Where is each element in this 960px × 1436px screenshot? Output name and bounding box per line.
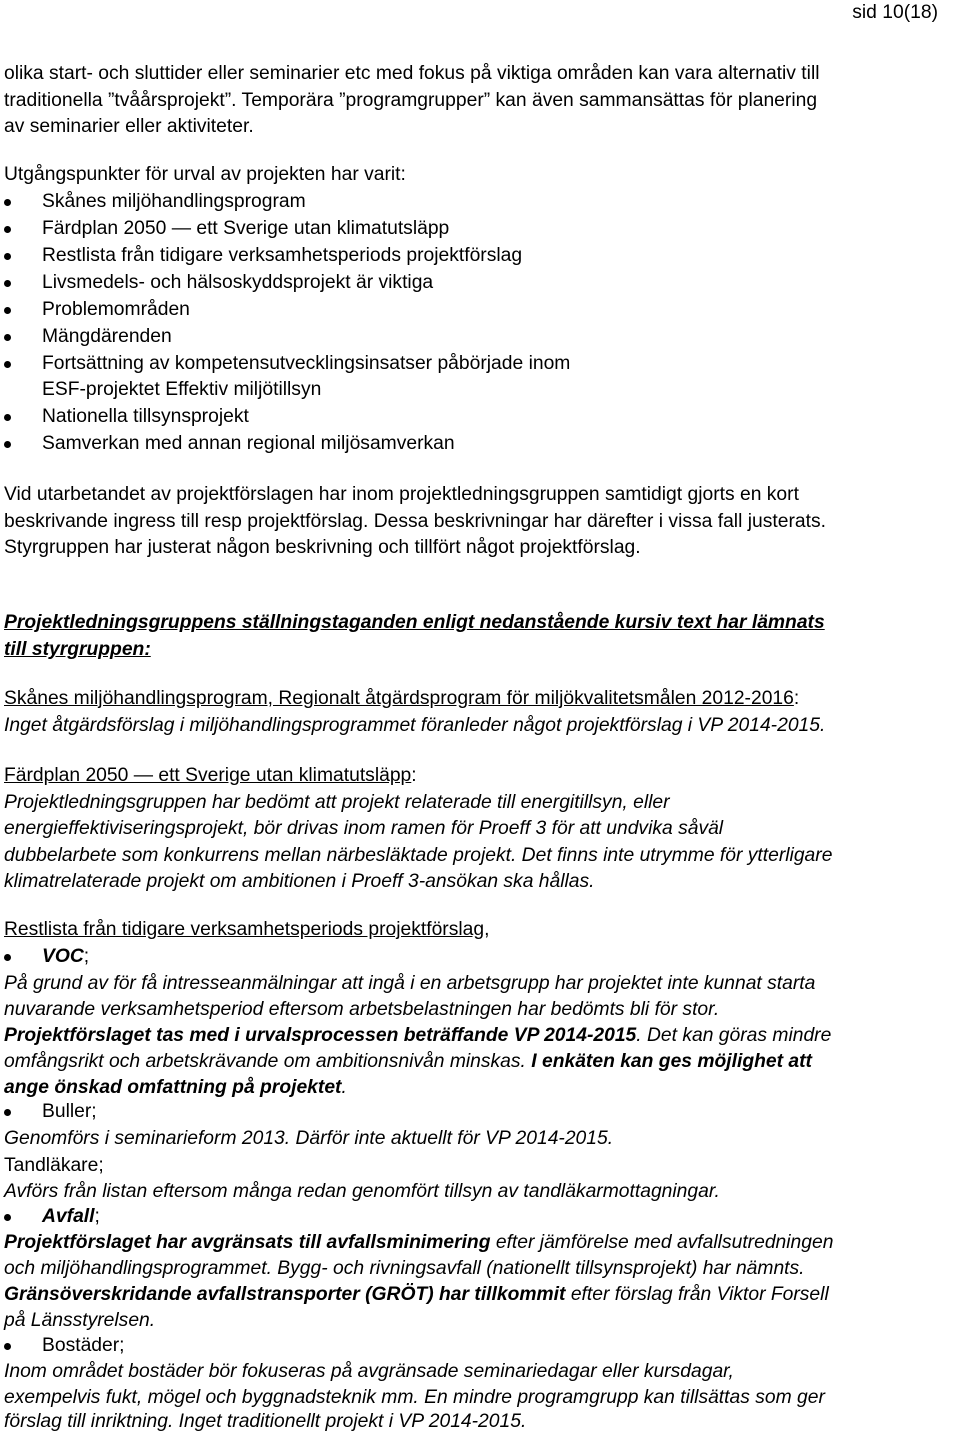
process-line: beskrivande ingress till resp projektförslag. Dessa beskrivningar har därefter i vissa fall justerats.: [4, 511, 826, 532]
intro-line: av seminarier eller aktiviteter.: [4, 116, 254, 137]
voc-label: VOC;: [42, 946, 90, 967]
avfall-text: Projektförslaget har avgränsats till avfallsminimering efter jämförelse med avfallsutredningen: [4, 1232, 834, 1253]
criteria-item: Skånes miljöhandlingsprogram: [42, 191, 306, 212]
bullet-icon: [4, 1343, 11, 1350]
buller-text: Genomförs i seminarieform 2013. Därför inte aktuellt för VP 2014-2015.: [4, 1128, 614, 1149]
avfall-text: på Länsstyrelsen.: [4, 1310, 156, 1331]
bullet-icon: [4, 1214, 11, 1221]
bullet-icon: [4, 253, 11, 260]
bostader-text: exempelvis fukt, mögel och byggnadsteknik mm. En mindre programgrupp kan tillsättas som ger: [4, 1387, 825, 1408]
fardplan-text: klimatrelaterade projekt om ambitionen i Proeff 3-ansökan ska hållas.: [4, 871, 595, 892]
process-line: Styrgruppen har justerat någon beskrivning och tillfört något projektförslag.: [4, 537, 641, 558]
bostader-text: förslag till inriktning. Inget traditionellt projekt i VP 2014-2015.: [4, 1411, 527, 1432]
bostader-text: Inom området bostäder bör fokuseras på avgränsade seminariedagar eller kursdagar,: [4, 1361, 734, 1382]
process-line: Vid utarbetandet av projektförslagen har inom projektledningsgruppen samtidigt gjorts en kort: [4, 484, 799, 505]
skane-title: Skånes miljöhandlingsprogram, Regionalt åtgärdsprogram för miljökvalitetsmålen 2012-2016:: [4, 688, 800, 709]
criteria-item: Färdplan 2050 — ett Sverige utan klimatutsläpp: [42, 218, 450, 239]
fardplan-title: Färdplan 2050 — ett Sverige utan klimatutsläpp:: [4, 765, 417, 786]
bullet-icon: [4, 954, 11, 961]
voc-decision: ange önskad omfattning på projektet.: [4, 1077, 347, 1098]
criteria-heading: Utgångspunkter för urval av projekten har varit:: [4, 164, 406, 185]
voc-text: nuvarande verksamhetsperiod eftersom arbetsbelastningen har bedömts bli för stor.: [4, 999, 720, 1020]
criteria-item: Fortsättning av kompetensutvecklingsinsatser påbörjade inom: [42, 353, 571, 374]
fardplan-text: dubbelarbete som konkurrens mellan närbesläktade projekt. Det finns inte utrymme för ytterligare: [4, 845, 833, 866]
avfall-text: Gränsöverskridande avfallstransporter (GRÖT) har tillkommit efter förslag från Viktor Forsell: [4, 1284, 829, 1305]
avfall-text: och miljöhandlingsprogrammet. Bygg- och rivningsavfall (nationellt tillsynsprojekt) har nämnts.: [4, 1258, 805, 1279]
bullet-icon: [4, 199, 11, 206]
voc-text: På grund av för få intresseanmälningar att ingå i en arbetsgrupp har projektet inte kunnat starta: [4, 973, 816, 994]
bostader-label: Bostäder;: [42, 1335, 125, 1356]
criteria-item: Mängdärenden: [42, 326, 172, 347]
criteria-item-continuation: ESF-projektet Effektiv miljötillsyn: [42, 379, 322, 400]
criteria-item: Restlista från tidigare verksamhetsperiods projektförslag: [42, 245, 523, 266]
tandlakare-text: Avförs från listan eftersom många redan genomfört tillsyn av tandläkarmottagningar.: [4, 1181, 720, 1202]
page-number: sid 10(18): [852, 2, 938, 23]
tandlakare-label: Tandläkare;: [4, 1155, 104, 1176]
intro-line: olika start- och sluttider eller seminarier etc med fokus på viktiga områden kan vara alternativ till: [4, 63, 820, 84]
criteria-item: Problemområden: [42, 299, 190, 320]
bullet-icon: [4, 334, 11, 341]
criteria-item: Nationella tillsynsprojekt: [42, 406, 249, 427]
avfall-label: Avfall;: [42, 1206, 100, 1227]
bullet-icon: [4, 1109, 11, 1116]
bullet-icon: [4, 280, 11, 287]
fardplan-text: Projektledningsgruppen har bedömt att projekt relaterade till energitillsyn, eller: [4, 792, 670, 813]
criteria-item: Livsmedels- och hälsoskyddsprojekt är viktiga: [42, 272, 434, 293]
bullet-icon: [4, 361, 11, 368]
section-heading: Projektledningsgruppens ställningstaganden enligt nedanstående kursiv text har lämnats: [4, 612, 825, 633]
bullet-icon: [4, 307, 11, 314]
skane-text: Inget åtgärdsförslag i miljöhandlingsprogrammet föranleder något projektförslag i VP 2014-2015.: [4, 715, 826, 736]
voc-decision: omfångsrikt och arbetskrävande om ambitionsnivån minskas. I enkäten kan ges möjlighet att: [4, 1051, 812, 1072]
bullet-icon: [4, 414, 11, 421]
voc-decision: Projektförslaget tas med i urvalsprocessen beträffande VP 2014-2015. Det kan göras mindre: [4, 1025, 832, 1046]
restlista-title: Restlista från tidigare verksamhetsperiods projektförslag,: [4, 919, 490, 940]
criteria-item: Samverkan med annan regional miljösamverkan: [42, 433, 455, 454]
fardplan-text: energieffektiviseringsprojekt, bör drivas inom ramen för Proeff 3 för att undvika såväl: [4, 818, 724, 839]
intro-line: traditionella ”tvåårsprojekt”. Temporära ”programgrupper” kan även sammansättas för planering: [4, 90, 818, 111]
bullet-icon: [4, 441, 11, 448]
buller-label: Buller;: [42, 1101, 97, 1122]
section-heading: till styrgruppen:: [4, 639, 151, 660]
bullet-icon: [4, 226, 11, 233]
